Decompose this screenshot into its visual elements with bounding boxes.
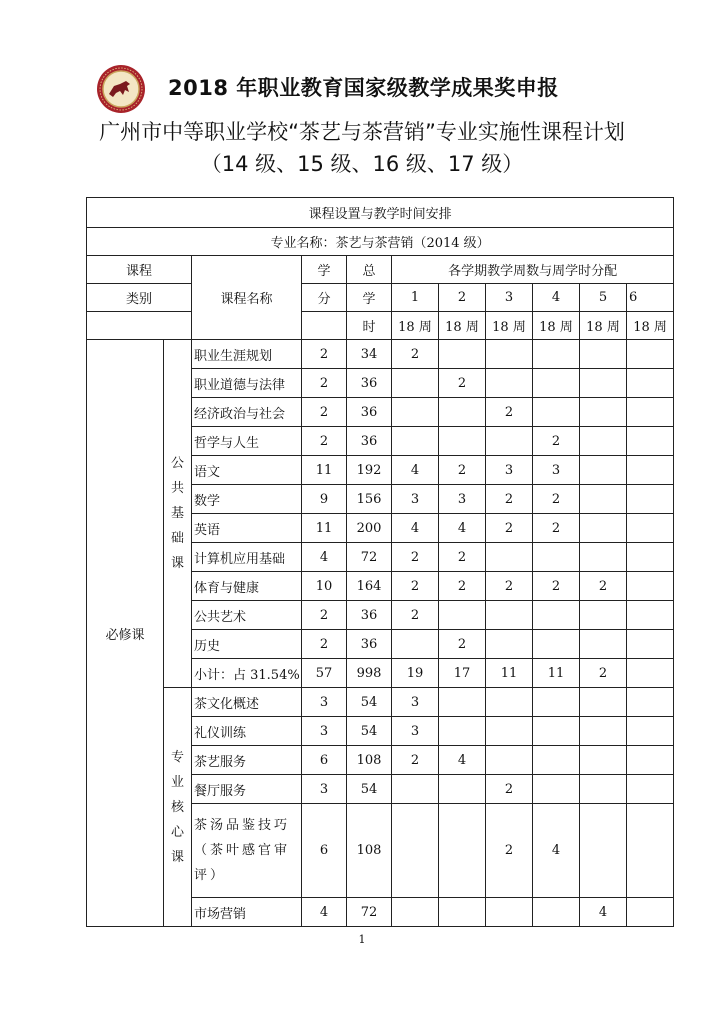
weekly-hours-cell: 17 bbox=[439, 659, 486, 688]
weekly-hours-cell: 4 bbox=[439, 746, 486, 775]
semester-distribution-header: 各学期教学周数与周学时分配 bbox=[392, 256, 674, 284]
course-hours: 54 bbox=[347, 775, 392, 804]
weekly-hours-cell: 2 bbox=[533, 572, 580, 601]
weekly-hours-cell bbox=[580, 543, 627, 572]
weekly-hours-cell bbox=[439, 775, 486, 804]
course-group-label bbox=[164, 340, 192, 688]
weekly-hours-cell: 2 bbox=[533, 514, 580, 543]
course-hours: 192 bbox=[347, 456, 392, 485]
weekly-hours-cell bbox=[580, 427, 627, 456]
category-header-top: 课程 bbox=[87, 256, 192, 284]
course-name: 体育与健康 bbox=[192, 572, 302, 601]
weekly-hours-cell: 2 bbox=[439, 543, 486, 572]
weekly-hours-cell: 3 bbox=[392, 688, 439, 717]
page-number: 1 bbox=[358, 933, 366, 946]
weekly-hours-cell: 2 bbox=[439, 630, 486, 659]
course-hours: 108 bbox=[347, 804, 392, 898]
weekly-hours-cell bbox=[533, 369, 580, 398]
weekly-hours-cell bbox=[439, 688, 486, 717]
semester-number: 3 bbox=[486, 284, 533, 312]
course-credit: 2 bbox=[302, 427, 347, 456]
category-header-empty bbox=[87, 312, 192, 340]
course-hours: 156 bbox=[347, 485, 392, 514]
course-hours: 164 bbox=[347, 572, 392, 601]
weekly-hours-cell: 11 bbox=[486, 659, 533, 688]
weekly-hours-cell bbox=[392, 804, 439, 898]
weekly-hours-cell bbox=[627, 775, 674, 804]
weekly-hours-cell: 11 bbox=[533, 659, 580, 688]
course-hours: 54 bbox=[347, 717, 392, 746]
weekly-hours-cell bbox=[533, 717, 580, 746]
group-label-char: 专 bbox=[170, 749, 184, 765]
course-name: 英语 bbox=[192, 514, 302, 543]
weekly-hours-cell bbox=[627, 601, 674, 630]
weekly-hours-cell bbox=[486, 369, 533, 398]
weekly-hours-cell bbox=[439, 717, 486, 746]
course-hours: 36 bbox=[347, 369, 392, 398]
course-credit: 2 bbox=[302, 398, 347, 427]
weekly-hours-cell bbox=[439, 804, 486, 898]
weekly-hours-cell bbox=[486, 601, 533, 630]
course-hours: 54 bbox=[347, 688, 392, 717]
weekly-hours-cell bbox=[627, 340, 674, 369]
group-label-char: 共 bbox=[170, 481, 184, 496]
course-group-label bbox=[164, 688, 192, 927]
credit-header-top: 学 bbox=[302, 256, 347, 284]
weekly-hours-cell bbox=[392, 898, 439, 927]
course-name: 礼仪训练 bbox=[192, 717, 302, 746]
weekly-hours-cell bbox=[533, 398, 580, 427]
weekly-hours-cell bbox=[486, 543, 533, 572]
weekly-hours-cell bbox=[439, 898, 486, 927]
semester-weeks: 18 周 bbox=[580, 312, 627, 340]
weekly-hours-cell bbox=[580, 746, 627, 775]
weekly-hours-cell bbox=[533, 340, 580, 369]
weekly-hours-cell: 2 bbox=[533, 427, 580, 456]
group-label-char: 础 bbox=[170, 531, 184, 546]
course-credit: 2 bbox=[302, 630, 347, 659]
semester-number: 2 bbox=[439, 284, 486, 312]
document-title: 广州市中等职业学校“茶艺与茶营销”专业实施性课程计划 bbox=[99, 120, 625, 144]
course-hours: 36 bbox=[347, 398, 392, 427]
course-name: 数学 bbox=[192, 485, 302, 514]
course-name: 餐厅服务 bbox=[192, 775, 302, 804]
weekly-hours-cell bbox=[486, 717, 533, 746]
weekly-hours-cell bbox=[580, 514, 627, 543]
course-hours: 200 bbox=[347, 514, 392, 543]
weekly-hours-cell bbox=[627, 514, 674, 543]
weekly-hours-cell: 2 bbox=[392, 572, 439, 601]
weekly-hours-cell bbox=[486, 340, 533, 369]
weekly-hours-cell bbox=[580, 688, 627, 717]
weekly-hours-cell bbox=[580, 369, 627, 398]
course-hours: 72 bbox=[347, 898, 392, 927]
weekly-hours-cell: 4 bbox=[439, 514, 486, 543]
weekly-hours-cell bbox=[392, 398, 439, 427]
weekly-hours-cell: 4 bbox=[392, 456, 439, 485]
weekly-hours-cell: 2 bbox=[439, 572, 486, 601]
school-emblem-icon bbox=[96, 64, 146, 114]
weekly-hours-cell: 2 bbox=[392, 340, 439, 369]
weekly-hours-cell: 2 bbox=[580, 572, 627, 601]
credit-header-bottom: 分 bbox=[302, 284, 347, 312]
weekly-hours-cell bbox=[627, 898, 674, 927]
weekly-hours-cell bbox=[533, 543, 580, 572]
course-hours: 108 bbox=[347, 746, 392, 775]
document-subtitle: （14 级、15 级、16 级、17 级） bbox=[200, 152, 524, 176]
semester-number: 4 bbox=[533, 284, 580, 312]
weekly-hours-cell bbox=[580, 340, 627, 369]
semester-number: 1 bbox=[392, 284, 439, 312]
weekly-hours-cell bbox=[627, 543, 674, 572]
weekly-hours-cell: 2 bbox=[439, 456, 486, 485]
weekly-hours-cell: 2 bbox=[392, 601, 439, 630]
group-label-char: 核 bbox=[170, 799, 184, 815]
weekly-hours-cell: 2 bbox=[533, 485, 580, 514]
weekly-hours-cell bbox=[439, 601, 486, 630]
weekly-hours-cell bbox=[533, 898, 580, 927]
weekly-hours-cell: 4 bbox=[533, 804, 580, 898]
course-hours: 72 bbox=[347, 543, 392, 572]
weekly-hours-cell: 2 bbox=[392, 543, 439, 572]
weekly-hours-cell bbox=[627, 572, 674, 601]
course-credit: 2 bbox=[302, 601, 347, 630]
weekly-hours-cell bbox=[627, 659, 674, 688]
semester-weeks: 18 周 bbox=[392, 312, 439, 340]
course-category: 必修课 bbox=[87, 340, 164, 927]
header-title: 2018 年职业教育国家级教学成果奖申报 bbox=[168, 76, 559, 100]
course-hours: 36 bbox=[347, 630, 392, 659]
weekly-hours-cell: 2 bbox=[486, 485, 533, 514]
course-credit: 2 bbox=[302, 369, 347, 398]
weekly-hours-cell: 19 bbox=[392, 659, 439, 688]
course-name: 经济政治与社会 bbox=[192, 398, 302, 427]
weekly-hours-cell bbox=[580, 775, 627, 804]
hours-header-bottom: 时 bbox=[347, 312, 392, 340]
weekly-hours-cell: 2 bbox=[486, 398, 533, 427]
weekly-hours-cell bbox=[392, 630, 439, 659]
weekly-hours-cell bbox=[627, 427, 674, 456]
weekly-hours-cell bbox=[580, 717, 627, 746]
weekly-hours-cell: 2 bbox=[580, 659, 627, 688]
major-name: 专业名称：茶艺与茶营销（2014 级） bbox=[87, 228, 674, 256]
course-hours: 998 bbox=[347, 659, 392, 688]
course-name: 市场营销 bbox=[192, 898, 302, 927]
weekly-hours-cell: 2 bbox=[439, 369, 486, 398]
group-label-char: 基 bbox=[170, 506, 184, 521]
course-credit: 4 bbox=[302, 543, 347, 572]
table-title: 课程设置与教学时间安排 bbox=[87, 198, 674, 228]
course-credit: 6 bbox=[302, 746, 347, 775]
weekly-hours-cell bbox=[439, 340, 486, 369]
weekly-hours-cell bbox=[580, 804, 627, 898]
course-credit: 4 bbox=[302, 898, 347, 927]
weekly-hours-cell bbox=[486, 688, 533, 717]
weekly-hours-cell bbox=[580, 630, 627, 659]
course-credit: 9 bbox=[302, 485, 347, 514]
course-credit: 11 bbox=[302, 514, 347, 543]
weekly-hours-cell bbox=[486, 427, 533, 456]
weekly-hours-cell bbox=[627, 485, 674, 514]
course-credit: 2 bbox=[302, 340, 347, 369]
weekly-hours-cell: 2 bbox=[486, 775, 533, 804]
weekly-hours-cell: 3 bbox=[486, 456, 533, 485]
course-hours: 36 bbox=[347, 601, 392, 630]
weekly-hours-cell bbox=[627, 369, 674, 398]
weekly-hours-cell bbox=[533, 775, 580, 804]
weekly-hours-cell bbox=[486, 630, 533, 659]
weekly-hours-cell bbox=[439, 427, 486, 456]
hours-header-top: 总 bbox=[347, 256, 392, 284]
weekly-hours-cell bbox=[627, 398, 674, 427]
weekly-hours-cell: 3 bbox=[439, 485, 486, 514]
course-credit: 57 bbox=[302, 659, 347, 688]
course-credit: 6 bbox=[302, 804, 347, 898]
weekly-hours-cell bbox=[533, 630, 580, 659]
credit-header-empty bbox=[302, 312, 347, 340]
weekly-hours-cell: 3 bbox=[392, 717, 439, 746]
course-name: 哲学与人生 bbox=[192, 427, 302, 456]
weekly-hours-cell bbox=[533, 746, 580, 775]
weekly-hours-cell bbox=[486, 746, 533, 775]
course-credit: 3 bbox=[302, 717, 347, 746]
course-name-header: 课程名称 bbox=[192, 256, 302, 340]
weekly-hours-cell: 3 bbox=[392, 485, 439, 514]
weekly-hours-cell bbox=[627, 804, 674, 898]
weekly-hours-cell bbox=[533, 601, 580, 630]
weekly-hours-cell bbox=[392, 369, 439, 398]
semester-weeks: 18 周 bbox=[439, 312, 486, 340]
weekly-hours-cell bbox=[580, 485, 627, 514]
course-hours: 34 bbox=[347, 340, 392, 369]
course-name: 公共艺术 bbox=[192, 601, 302, 630]
course-name: 历史 bbox=[192, 630, 302, 659]
group-label-char: 心 bbox=[170, 824, 184, 840]
group-label-char: 公 bbox=[170, 456, 184, 471]
group-label-char: 课 bbox=[170, 556, 184, 571]
weekly-hours-cell: 2 bbox=[486, 514, 533, 543]
group-label-char: 业 bbox=[170, 774, 184, 790]
weekly-hours-cell bbox=[627, 456, 674, 485]
weekly-hours-cell bbox=[627, 746, 674, 775]
weekly-hours-cell bbox=[392, 775, 439, 804]
weekly-hours-cell bbox=[439, 398, 486, 427]
weekly-hours-cell bbox=[486, 898, 533, 927]
course-row bbox=[87, 688, 674, 717]
weekly-hours-cell bbox=[580, 456, 627, 485]
semester-number: 6 bbox=[627, 284, 674, 312]
semester-weeks: 18 周 bbox=[486, 312, 533, 340]
weekly-hours-cell: 2 bbox=[392, 746, 439, 775]
semester-weeks: 18 周 bbox=[533, 312, 580, 340]
weekly-hours-cell bbox=[580, 601, 627, 630]
weekly-hours-cell: 2 bbox=[486, 804, 533, 898]
weekly-hours-cell: 2 bbox=[486, 572, 533, 601]
semester-number: 5 bbox=[580, 284, 627, 312]
group-label-char: 课 bbox=[170, 849, 184, 865]
course-row bbox=[87, 340, 674, 369]
course-name: 语文 bbox=[192, 456, 302, 485]
semester-weeks: 18 周 bbox=[627, 312, 674, 340]
curriculum-table bbox=[86, 197, 674, 927]
weekly-hours-cell: 4 bbox=[392, 514, 439, 543]
weekly-hours-cell: 4 bbox=[580, 898, 627, 927]
course-name: 计算机应用基础 bbox=[192, 543, 302, 572]
course-name: 小计：占 31.54% bbox=[192, 659, 302, 688]
course-name: 职业生涯规划 bbox=[192, 340, 302, 369]
course-name: 茶艺服务 bbox=[192, 746, 302, 775]
weekly-hours-cell bbox=[627, 717, 674, 746]
category-header-bottom: 类别 bbox=[87, 284, 192, 312]
course-credit: 3 bbox=[302, 688, 347, 717]
weekly-hours-cell bbox=[533, 688, 580, 717]
course-name: 茶汤品鉴技巧（茶叶感官审评） bbox=[192, 804, 302, 898]
course-credit: 10 bbox=[302, 572, 347, 601]
course-credit: 11 bbox=[302, 456, 347, 485]
weekly-hours-cell bbox=[627, 688, 674, 717]
course-credit: 3 bbox=[302, 775, 347, 804]
course-name: 职业道德与法律 bbox=[192, 369, 302, 398]
hours-header-mid: 学 bbox=[347, 284, 392, 312]
weekly-hours-cell bbox=[392, 427, 439, 456]
course-hours: 36 bbox=[347, 427, 392, 456]
weekly-hours-cell bbox=[627, 630, 674, 659]
course-name: 茶文化概述 bbox=[192, 688, 302, 717]
weekly-hours-cell: 3 bbox=[533, 456, 580, 485]
weekly-hours-cell bbox=[580, 398, 627, 427]
